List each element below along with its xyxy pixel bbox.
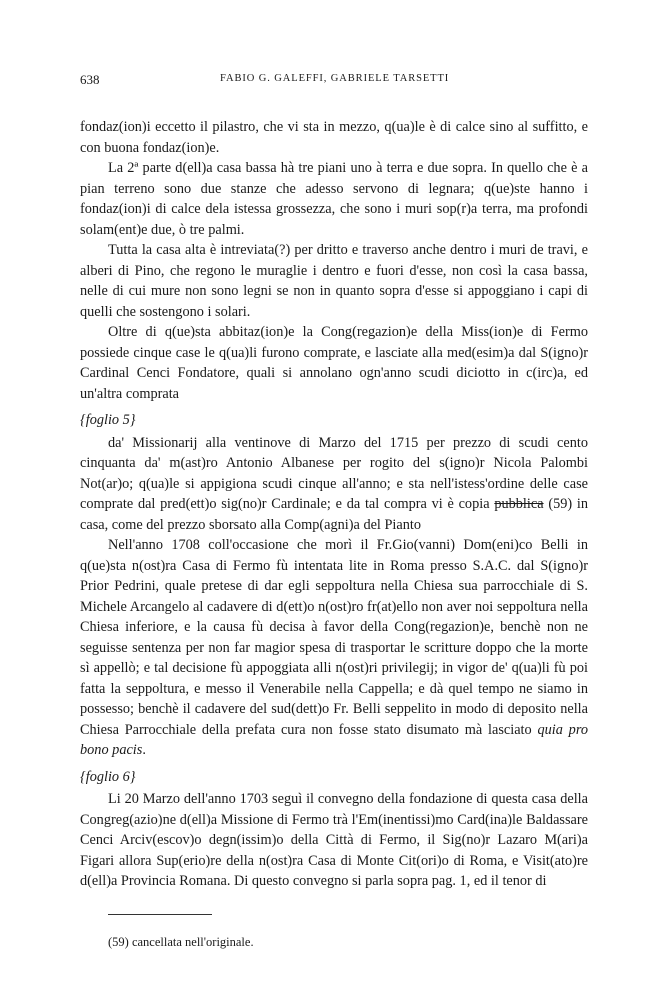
running-head [80,72,588,88]
body-text [80,117,588,892]
paragraph-text: (59) in casa, come del prezzo sborsato alla Comp(agni)a del Pianto [80,496,589,533]
paragraph: Oltre di q(ue)sta abbitaz(ion)e la Cong(regazion)e della Miss(ion)e di Fermo possiede cinque case le q(ua)li furono comprate, e lasciate alla med(esim)a dal S(igno)r Cardinal Cenci Fondatore, quali si annolano ogn'anno scudi diciotto in c(irc)a, ed un'altra comprata [80,324,588,402]
footnote: (59) cancellata nell'originale. [108,935,254,949]
paragraph-text: . [142,742,146,758]
footnote-divider [108,914,212,915]
paragraph: fondaz(ion)i eccetto il pilastro, che vi sta in mezzo, q(ua)le è di calce sino al suffitto, e con buona fondaz(ion)e. [80,119,588,156]
document-page [80,0,588,990]
folio-marker: {foglio 6} [80,768,136,785]
paragraph: Tutta la casa alta è intreviata(?) per dritto e traverso anche dentro i muri de travi, e alberi di Pino, che regono le muraglie i dentro e fuori d'esse, non così la casa bassa, nelle di cui mure non sono legni se non in quanto sopra d'esse si appoggiano i capi di quelli che sostengono i solari. [80,242,588,320]
italic-latin-phrase: quia pro bono pacis [80,721,589,758]
paragraph [80,535,588,761]
paragraph: Li 20 Marzo dell'anno 1703 seguì il convegno della fondazione di questa casa della Congreg(azio)ne d(ell)a Missione di Fermo trà l'Em(inentissi)mo Card(ina)le Baldassare Cenci Arciv(escov)o degn(issim)o della Città di Fermo, il Sig(no)r Lazaro M(ari)a Figari allora Sup(erio)re della n(ost)ra Casa di Monte Cit(ori)o di Roma, e Visit(ato)re d(ell)a Provincia Romana. Di questo convegno si parla sopra pag. 1, ed il tenor di [80,791,588,889]
paragraph [80,433,588,536]
struck-text: pubblica [494,496,544,512]
folio-marker: {foglio 5} [80,412,136,428]
page-number: 638 [80,72,100,87]
paragraph-text: Nell'anno 1708 coll'occasione che morì il Fr.Gio(vanni) Dom(eni)co Belli in q(ue)sta n(ost)ra Casa di Fermo fù intentata lite in Roma presso S.A.C. dal S(igno)r Prior Pedrini, quale pretese di dar egli seppoltura nella Chiesa sua parrocchiale di S. Michele Arcangelo al cadavere di d(ett)o n(ost)ro fr(at)ello non aver noi seppoltura nella Chiesa inferiore, e la causa fù decisa à favor della Cong(regazion)e, benchè non ne seguisse sentenza per non far magior spesa di trasportar le scritture doppo che la morte sì appellò; e tal decisione fù appoggiata alli n(ost)ri privilegij; in vigor de' q(ua)li fù poi fatta la seppoltura, e messo il Venerabile nella Cappella; e dà quel tempo ne siamo in possesso; benchè il cadavere del sud(dett)o Fr. Belli seppelito in modo di deposito nella Chiesa Parrocchiale della prefata cura non fosse stato disumato mà lasciato [80,537,588,738]
paragraph-text: da' Missionarij alla ventinove di Marzo del 1715 per prezzo di scudi cento cinquanta da' m(ast)ro Antonio Albanese per rogito del s(igno)r Nicola Palombi Not(ar)o; q(ua)le si appigiona scudi cinque all'anno; e sta nell'istess'ordine delle case comprate dal pred(ett)o sig(no)r Cardinale; e da tal compra vi è copia [80,434,588,512]
header-authors: FABIO G. GALEFFI, GABRIELE TARSETTI [220,73,450,84]
paragraph: La 2ª parte d(ell)a casa bassa hà tre piani uno à terra e due sopra. In quello che è a pian terreno sono due stanze che adesso servono di legnara; q(ue)ste hanno i fondaz(ion)i di calce dela istessa grossezza, che sono i muri sop(r)a terra, ma profondi solam(ent)e due, ò tre palmi. [80,160,588,238]
